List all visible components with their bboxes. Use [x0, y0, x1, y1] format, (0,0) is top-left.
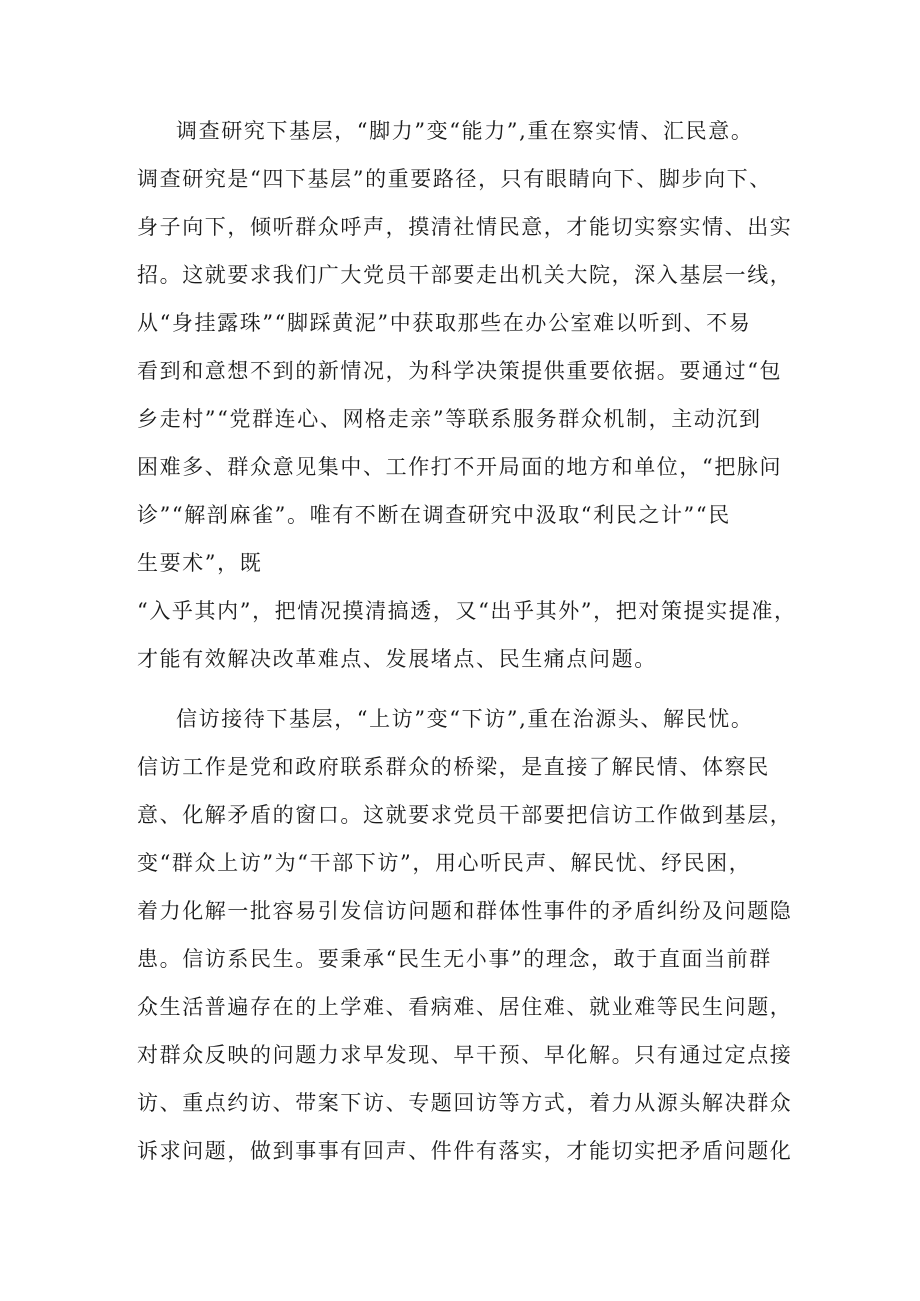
text-line: 诉求问题，做到事事有回声、件件有落实，才能切实把矛盾问题化 [137, 1139, 793, 1163]
text-line: 才能有效解决改革难点、发展堵点、民生痛点问题。 [137, 647, 657, 671]
text-line: 信访工作是党和政府联系群众的桥梁，是直接了解民情、体察民 [137, 755, 770, 779]
text-line: 招。这就要求我们广大党员干部要走出机关大院，深入基层一线， [137, 263, 793, 287]
text-line: 乡走村”“党群连心、网格走亲”等联系服务群众机制，主动沉到 [137, 407, 762, 431]
text-line: 着力化解一批容易引发信访问题和群体性事件的矛盾纠纷及问题隐 [137, 899, 793, 923]
text-line: 调查研究是“四下基层”的重要路径，只有眼睛向下、脚步向下、 [137, 167, 772, 191]
text-line: 患。信访系民生。要秉承“民生无小事”的理念，敢于直面当前群 [137, 947, 772, 971]
text-line: 访、重点约访、带案下访、专题回访等方式，着力从源头解决群众 [137, 1091, 793, 1115]
text-line: 从“身挂露珠”“脚踩黄泥”中获取那些在办公室难以听到、不易 [137, 311, 752, 335]
text-line: “入乎其内”，把情况摸清搞透，又“出乎其外”，把对策提实提准， [137, 599, 797, 623]
text-line: 对群众反映的问题力求早发现、早干预、早化解。只有通过定点接 [137, 1043, 793, 1067]
text-line: 身子向下，倾听群众呼声，摸清社情民意，才能切实察实情、出实 [137, 215, 793, 239]
text-line: 困难多、群众意见集中、工作打不开局面的地方和单位，“把脉问 [137, 455, 783, 479]
text-line: 看到和意想不到的新情况，为科学决策提供重要依据。要通过“包 [137, 359, 783, 383]
text-line: 变“群众上访”为“干部下访”，用心听民声、解民忧、纾民困， [137, 851, 752, 875]
text-line: 众生活普遍存在的上学难、看病难、居住难、就业难等民生问题， [137, 995, 793, 1019]
text-line: 诊”“解剖麻雀”。唯有不断在调查研究中汲取“利民之计”“民 [137, 503, 731, 527]
text-line: 信访接待下基层，“上访”变“下访”,重在治源头、解民忧。 [176, 707, 754, 731]
text-line: 意、化解矛盾的窗口。这就要求党员干部要把信访工作做到基层， [137, 803, 793, 827]
text-line: 调查研究下基层，“脚力”变“能力”,重在察实情、汇民意。 [176, 119, 754, 143]
text-line: 生要术”，既 [137, 551, 263, 575]
